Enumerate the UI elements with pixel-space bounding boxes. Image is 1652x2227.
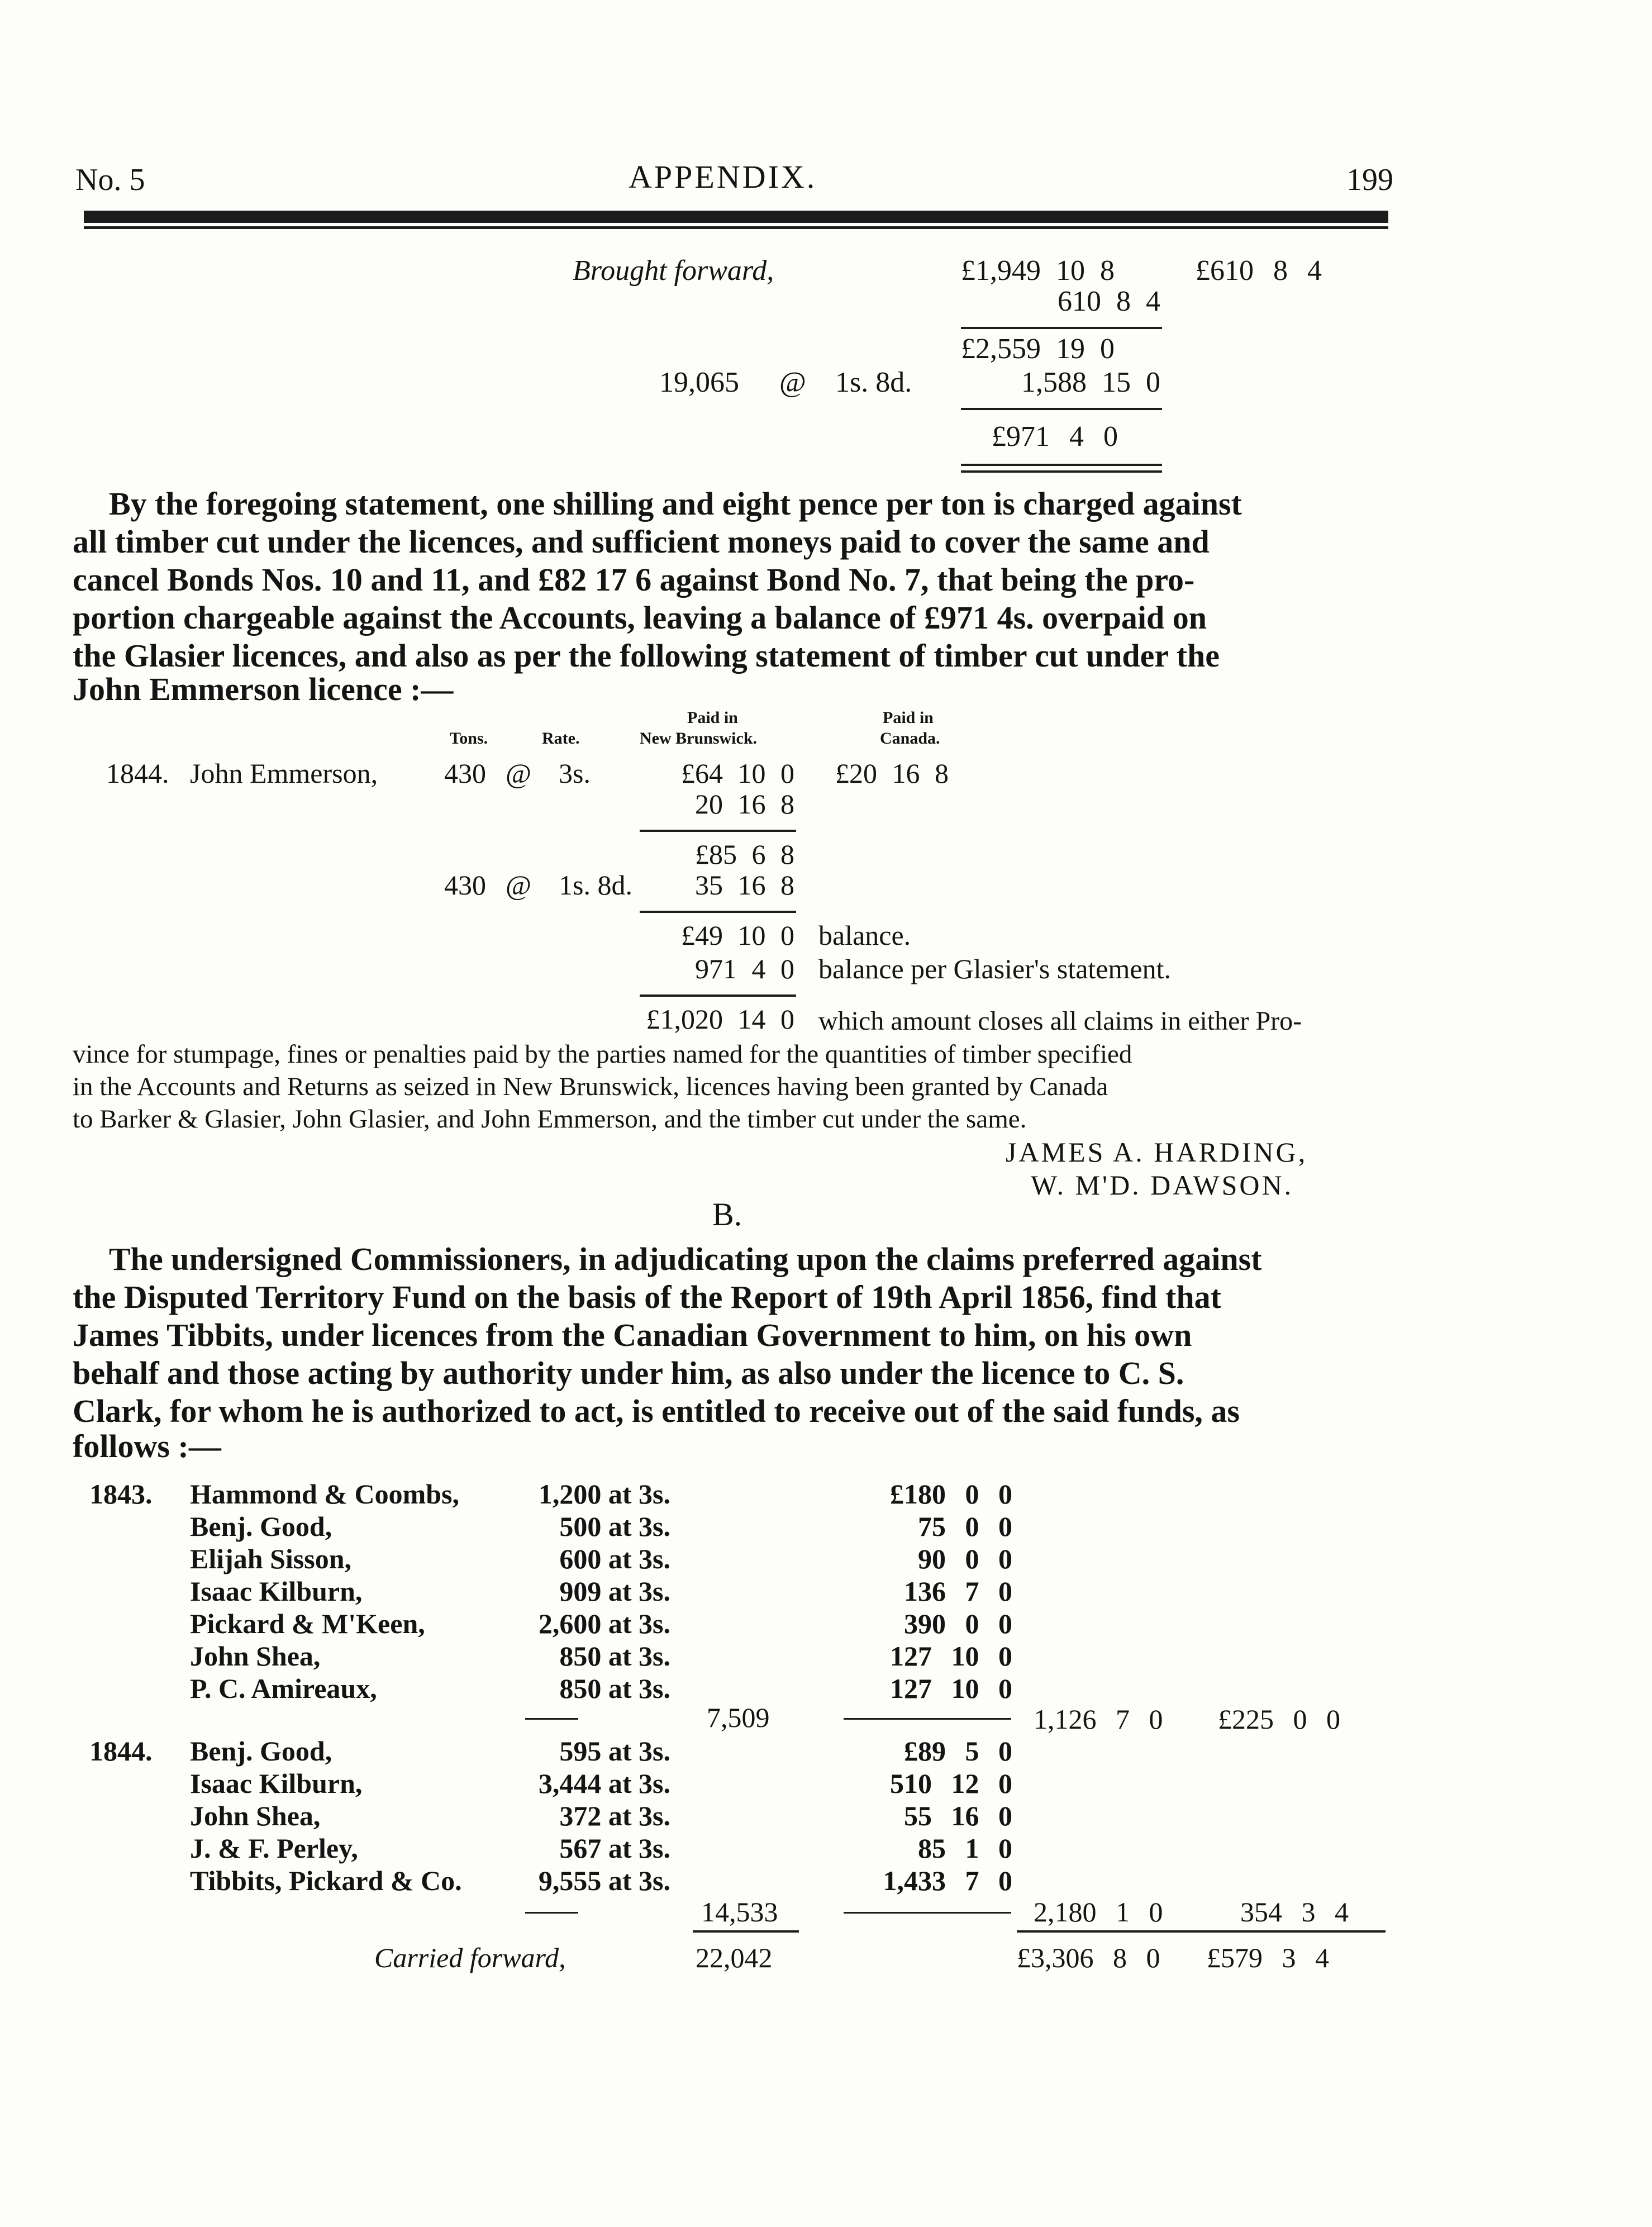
- emmerson-year: 1844.: [106, 758, 169, 789]
- emmerson-r6-nb: 971 4 0: [695, 953, 794, 984]
- para2-line-4: behalf and those acting by authority under him, as also under the licence to C. S.: [73, 1355, 1184, 1391]
- claim-1843-amount: 75 0 0: [918, 1511, 1012, 1542]
- claims-1844-dash-qty: [525, 1912, 578, 1914]
- emmerson-r6-note: balance per Glasier's statement.: [818, 953, 1171, 984]
- claims-year-1843: 1843.: [89, 1478, 153, 1510]
- claim-1844-amount: 510 12 0: [890, 1768, 1012, 1799]
- brought-row4-value: 1,588 15 0: [1021, 367, 1160, 398]
- brought-rule-1: [961, 327, 1162, 329]
- claim-1843-qty: 1,200 at 3s.: [538, 1478, 670, 1510]
- brought-double-rule-a: [961, 464, 1162, 466]
- claim-1843-qty: 909 at 3s.: [559, 1576, 670, 1607]
- brought-row3: £2,559 19 0: [961, 333, 1115, 365]
- claim-1843-name: Benj. Good,: [190, 1511, 332, 1542]
- carried-forward-tons: 22,042: [696, 1942, 773, 1973]
- claims-1844-dash-amt: [844, 1912, 1011, 1914]
- claims-1843-dash-amt: [844, 1718, 1011, 1720]
- emmerson-r1-canada: £20 16 8: [835, 758, 949, 789]
- emmerson-r5-note: balance.: [818, 920, 911, 951]
- emmerson-r4-at: @: [506, 869, 532, 901]
- claims-1844-subtotal-tons: 14,533: [701, 1896, 778, 1928]
- claims-total-rule-tons: [693, 1930, 799, 1933]
- claim-1844-name: Tibbits, Pickard & Co.: [190, 1865, 462, 1896]
- claim-1843-qty: 850 at 3s.: [559, 1640, 670, 1672]
- brought-row1-canada: £610 8 4: [1196, 255, 1322, 287]
- claim-1843-name: John Shea,: [190, 1640, 321, 1672]
- col-head-rate: Rate.: [542, 729, 580, 748]
- claim-1843-name: P. C. Amireaux,: [190, 1673, 377, 1704]
- brought-row4-rate: 1s. 8d.: [835, 367, 912, 398]
- claim-1843-amount: £180 0 0: [890, 1478, 1012, 1510]
- emmerson-r7-nb: £1,020 14 0: [646, 1003, 794, 1035]
- para1-line-5: the Glasier licences, and also as per the following statement of timber cut under the: [73, 637, 1220, 674]
- signature-harding: JAMES A. HARDING,: [1006, 1136, 1308, 1168]
- emmerson-r1-rate: 3s.: [559, 758, 591, 789]
- claims-year-1844: 1844.: [89, 1735, 153, 1767]
- claim-1844-qty: 567 at 3s.: [559, 1833, 670, 1864]
- claim-1844-name: Benj. Good,: [190, 1735, 332, 1767]
- emmerson-r5-nb: £49 10 0: [681, 920, 794, 951]
- para2-line-6: follows :—: [73, 1428, 221, 1464]
- emmerson-rule-1: [640, 830, 796, 832]
- closing-line-3: in the Accounts and Returns as seized in New Brunswick, licences having been granted by Canada: [73, 1072, 1108, 1101]
- claim-1843-qty: 850 at 3s.: [559, 1673, 670, 1704]
- carried-forward-canada: £579 3 4: [1207, 1942, 1329, 1973]
- claim-1844-amount: 55 16 0: [904, 1800, 1012, 1831]
- claim-1843-name: Hammond & Coombs,: [190, 1478, 459, 1510]
- emmerson-r4-tons: 430: [444, 869, 486, 901]
- claims-1843-subtotal-tons: 7,509: [707, 1702, 770, 1733]
- emmerson-rule-2: [640, 911, 796, 913]
- claims-1843-subtotal-amount: 1,126 7 0: [1034, 1703, 1163, 1735]
- para1-line-3: cancel Bonds Nos. 10 and 11, and £82 17 6 against Bond No. 7, that being the pro-: [73, 561, 1195, 598]
- col-head-ca-1: Paid in: [883, 708, 934, 727]
- claim-1843-amount: 90 0 0: [918, 1543, 1012, 1574]
- claims-1844-subtotal-amount: 2,180 1 0: [1034, 1896, 1163, 1928]
- brought-row4-tons: 19,065: [659, 367, 739, 398]
- claim-1843-name: Pickard & M'Keen,: [190, 1608, 425, 1639]
- claim-1844-qty: 3,444 at 3s.: [538, 1768, 670, 1799]
- col-head-nb-1: Paid in: [687, 708, 738, 727]
- claim-1844-name: J. & F. Perley,: [190, 1833, 358, 1864]
- col-head-nb-2: New Brunswick.: [640, 729, 758, 748]
- claim-1843-amount: 136 7 0: [904, 1576, 1012, 1607]
- carried-forward-label: Carried forward,: [374, 1942, 566, 1973]
- para1-line-2: all timber cut under the licences, and sufficient moneys paid to cover the same and: [73, 524, 1210, 560]
- brought-double-rule-b: [961, 470, 1162, 473]
- brought-total: £971 4 0: [992, 421, 1118, 453]
- claim-1843-amount: 127 10 0: [890, 1640, 1012, 1672]
- claim-1844-amount: 1,433 7 0: [883, 1865, 1012, 1896]
- emmerson-rule-3: [640, 994, 796, 997]
- emmerson-name: John Emmerson,: [190, 758, 378, 789]
- claim-1844-qty: 595 at 3s.: [559, 1735, 670, 1767]
- claims-1843-subtotal-canada: £225 0 0: [1218, 1703, 1340, 1735]
- header-rule-thin: [84, 226, 1388, 229]
- para1-line-1: By the foregoing statement, one shilling and eight pence per ton is charged against: [109, 486, 1242, 522]
- brought-row4-at: @: [779, 367, 806, 398]
- emmerson-r1-at: @: [506, 758, 532, 789]
- brought-row1-nb: £1,949 10 8: [961, 255, 1115, 287]
- page-title: APPENDIX.: [629, 159, 817, 195]
- emmerson-r2-nb: 20 16 8: [695, 788, 794, 820]
- para1-line-4: portion chargeable against the Accounts, leaving a balance of £971 4s. overpaid on: [73, 599, 1207, 636]
- claim-1844-amount: 85 1 0: [918, 1833, 1012, 1864]
- claim-1843-amount: 127 10 0: [890, 1673, 1012, 1704]
- para1-line-6: John Emmerson licence :—: [73, 671, 454, 707]
- claim-1843-qty: 2,600 at 3s.: [538, 1608, 670, 1639]
- claim-1843-qty: 600 at 3s.: [559, 1543, 670, 1574]
- header-rule: [84, 211, 1388, 223]
- emmerson-r1-nb: £64 10 0: [681, 758, 794, 789]
- claim-1844-name: John Shea,: [190, 1800, 321, 1831]
- claim-1844-qty: 372 at 3s.: [559, 1800, 670, 1831]
- claim-1843-qty: 500 at 3s.: [559, 1511, 670, 1542]
- emmerson-r3-nb: £85 6 8: [695, 839, 794, 870]
- claim-1844-name: Isaac Kilburn,: [190, 1768, 363, 1799]
- claim-1844-qty: 9,555 at 3s.: [538, 1865, 670, 1896]
- section-b-heading: B.: [712, 1196, 742, 1233]
- header-number: No. 5: [75, 163, 145, 197]
- claims-1844-subtotal-canada: 354 3 4: [1240, 1896, 1349, 1928]
- claim-1843-name: Isaac Kilburn,: [190, 1576, 363, 1607]
- emmerson-r1-tons: 430: [444, 758, 486, 789]
- col-head-tons: Tons.: [450, 729, 488, 748]
- brought-forward-label: Brought forward,: [573, 255, 774, 287]
- closing-line-4: to Barker & Glasier, John Glasier, and John Emmerson, and the timber cut under the same.: [73, 1105, 1027, 1134]
- closing-line-1: which amount closes all claims in either Pro-: [818, 1006, 1302, 1036]
- para2-line-5: Clark, for whom he is authorized to act, is entitled to receive out of the said funds, as: [73, 1393, 1240, 1429]
- brought-rule-2: [961, 408, 1162, 410]
- claim-1843-amount: 390 0 0: [904, 1608, 1012, 1639]
- col-head-ca-2: Canada.: [880, 729, 940, 748]
- emmerson-r4-nb: 35 16 8: [695, 869, 794, 901]
- carried-forward-amount: £3,306 8 0: [1017, 1942, 1160, 1973]
- para2-line-1: The undersigned Commissioners, in adjudicating upon the claims preferred against: [109, 1241, 1262, 1277]
- brought-row2: 610 8 4: [1058, 285, 1160, 317]
- emmerson-r4-rate: 1s. 8d.: [559, 869, 632, 901]
- closing-line-2: vince for stumpage, fines or penalties paid by the parties named for the quantities of timber specified: [73, 1040, 1132, 1069]
- claim-1843-name: Elijah Sisson,: [190, 1543, 352, 1574]
- page-number: 199: [1346, 163, 1393, 197]
- claims-1843-dash-qty: [525, 1718, 578, 1720]
- claim-1844-amount: £89 5 0: [904, 1735, 1012, 1767]
- signature-dawson: W. M'D. DAWSON.: [1031, 1169, 1294, 1201]
- claims-total-rule-amt: [1017, 1930, 1386, 1933]
- para2-line-2: the Disputed Territory Fund on the basis of the Report of 19th April 1856, find that: [73, 1279, 1221, 1315]
- para2-line-3: James Tibbits, under licences from the Canadian Government to him, on his own: [73, 1317, 1192, 1353]
